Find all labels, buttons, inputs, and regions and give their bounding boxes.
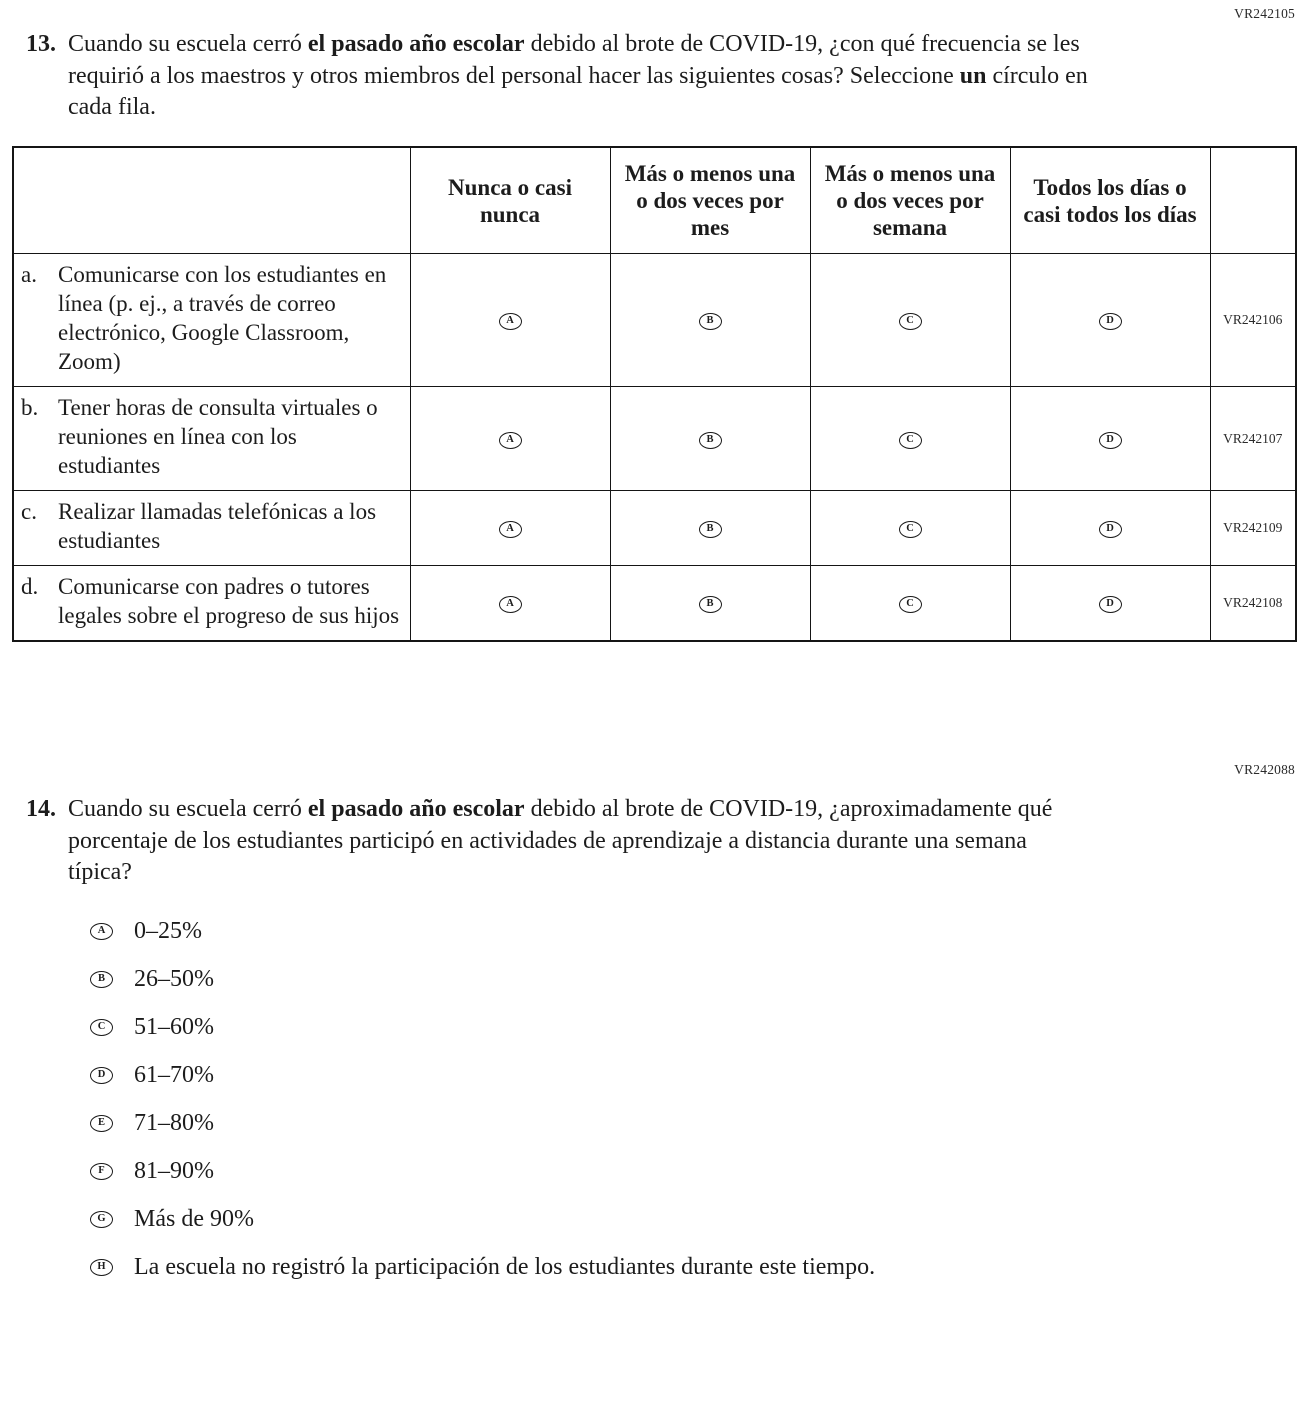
column-header-never: Nunca o casi nunca: [410, 147, 610, 254]
bubble-c[interactable]: C: [899, 432, 922, 449]
header-code-cell: [1210, 147, 1296, 254]
row-label-cell: [13, 491, 410, 566]
q13-text-part-bold: el pasado año escolar: [307, 31, 525, 57]
answer-cell: [1010, 566, 1210, 641]
row-label: Comunicarse con los estudiantes en línea (p. ej., a través de correo electrónico, Google Classroom, Zoom): [58, 262, 387, 375]
bubble-a[interactable]: A: [499, 432, 522, 449]
option-bubble-f[interactable]: F: [90, 1163, 113, 1180]
answer-cell: [410, 254, 610, 387]
option-row-g: [90, 1204, 1295, 1235]
table-row-a: [13, 254, 1296, 387]
row-letter: d.: [21, 574, 39, 600]
question-14-options: [90, 916, 1295, 1283]
row-label: Tener horas de consulta virtuales o reuniones en línea con los estudiantes: [58, 395, 378, 479]
option-label: 26–50%: [134, 966, 214, 993]
row-code: VR242108: [1210, 566, 1296, 641]
q13-text-part: debido al brote de COVID-19, ¿con qué frecuencia se les requirió a los maestros y otros miembros del personal hacer las siguientes cosas? Seleccione: [68, 31, 1080, 89]
bubble-b[interactable]: B: [699, 432, 722, 449]
row-letter: a.: [21, 262, 37, 288]
option-label: 71–80%: [134, 1109, 214, 1136]
option-bubble-g[interactable]: G: [90, 1211, 113, 1228]
answer-cell: [410, 566, 610, 641]
answer-cell: [1010, 387, 1210, 491]
answer-cell: [610, 491, 810, 566]
question-13-number: 13.: [26, 31, 56, 57]
row-label-cell: [13, 254, 410, 387]
row-label-cell: [13, 387, 410, 491]
row-code: VR242106: [1210, 254, 1296, 387]
option-row-d: [90, 1060, 1295, 1091]
option-label: La escuela no registró la participación de los estudiantes durante este tiempo.: [134, 1253, 876, 1280]
bubble-d[interactable]: D: [1099, 596, 1122, 613]
option-row-h: [90, 1252, 1295, 1283]
q14-text-part: debido al brote de COVID-19, ¿aproximadamente qué porcentaje de los estudiantes participó en actividades de aprendizaje a distancia durante una semana típica?: [68, 796, 1053, 886]
option-bubble-h[interactable]: H: [90, 1259, 113, 1276]
option-label: 0–25%: [134, 918, 202, 945]
row-code: VR242107: [1210, 387, 1296, 491]
table-row-b: [13, 387, 1296, 491]
question-14-number: 14.: [26, 796, 56, 823]
bubble-a[interactable]: A: [499, 521, 522, 538]
answer-cell: [610, 387, 810, 491]
bubble-b[interactable]: B: [699, 521, 722, 538]
option-label: 51–60%: [134, 1013, 214, 1040]
bubble-d[interactable]: D: [1099, 521, 1122, 538]
option-row-e: [90, 1108, 1295, 1139]
form-code-top: VR242105: [1234, 6, 1295, 21]
row-label: Realizar llamadas telefónicas a los estudiantes: [58, 499, 377, 554]
bubble-a[interactable]: A: [499, 596, 522, 613]
row-label-cell: [13, 566, 410, 641]
question-13: [12, 29, 1295, 124]
option-row-f: [90, 1156, 1295, 1187]
row-label: Comunicarse con padres o tutores legales sobre el progreso de sus hijos: [58, 574, 400, 629]
option-label: 81–90%: [134, 1157, 214, 1184]
option-bubble-a[interactable]: A: [90, 923, 113, 940]
question-13-text: [68, 29, 1130, 124]
answer-cell: [810, 566, 1010, 641]
row-letter: c.: [21, 499, 37, 525]
question-14: [12, 794, 1295, 889]
answer-cell: [1010, 491, 1210, 566]
bubble-a[interactable]: A: [499, 313, 522, 330]
column-header-monthly: Más o menos una o dos veces por mes: [610, 147, 810, 254]
bubble-b[interactable]: B: [699, 596, 722, 613]
bubble-d[interactable]: D: [1099, 432, 1122, 449]
bubble-c[interactable]: C: [899, 596, 922, 613]
option-row-b: [90, 964, 1295, 995]
q14-text-part: Cuando su escuela cerró: [68, 796, 308, 823]
question-14-text: [68, 794, 1068, 889]
answer-cell: [410, 387, 610, 491]
form-code-middle: VR242088: [1234, 762, 1295, 778]
table-row-d: [13, 566, 1296, 641]
option-row-c: [90, 1012, 1295, 1043]
option-label: Más de 90%: [134, 1205, 254, 1232]
column-header-weekly: Más o menos una o dos veces por semana: [810, 147, 1010, 254]
answer-cell: [610, 254, 810, 387]
answer-cell: [1010, 254, 1210, 387]
q13-text-part: círculo en cada fila.: [68, 62, 1088, 121]
bubble-c[interactable]: C: [899, 313, 922, 330]
row-code: VR242109: [1210, 491, 1296, 566]
header-empty-cell: [13, 147, 410, 254]
answer-cell: [610, 566, 810, 641]
bubble-c[interactable]: C: [899, 521, 922, 538]
bubble-d[interactable]: D: [1099, 313, 1122, 330]
option-bubble-b[interactable]: B: [90, 971, 113, 988]
bubble-b[interactable]: B: [699, 313, 722, 330]
table-row-c: [13, 491, 1296, 566]
answer-cell: [810, 491, 1010, 566]
option-bubble-d[interactable]: D: [90, 1067, 113, 1084]
q13-text-part-bold: un: [959, 62, 987, 89]
q13-response-table: [12, 146, 1297, 642]
table-header-row: [13, 147, 1296, 254]
option-bubble-c[interactable]: C: [90, 1019, 113, 1036]
option-bubble-e[interactable]: E: [90, 1115, 113, 1132]
row-letter: b.: [21, 395, 39, 421]
q13-text-part: Cuando su escuela cerró: [68, 31, 308, 57]
column-header-daily: Todos los días o casi todos los días: [1010, 147, 1210, 254]
option-row-a: [90, 916, 1295, 947]
answer-cell: [810, 254, 1010, 387]
q14-text-part-bold: el pasado año escolar: [307, 796, 525, 823]
answer-cell: [810, 387, 1010, 491]
answer-cell: [410, 491, 610, 566]
option-label: 61–70%: [134, 1061, 214, 1088]
